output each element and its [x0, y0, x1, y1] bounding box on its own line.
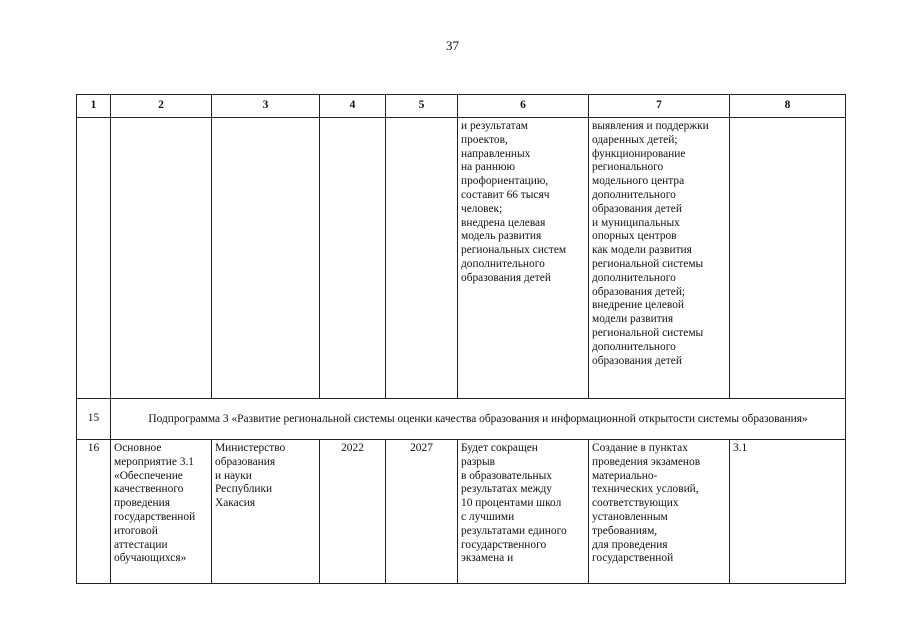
continued-cell-directions: выявления и поддержки одаренных детей; функционирование регионального модельного центра дополнительного образования детей и муниципальных опорных центров как модели развития региональной системы дополнительного образования детей; внедрение целевой модели развития региональной системы дополнительного образования детей [589, 118, 730, 399]
continued-cell-end [386, 118, 458, 399]
continued-cell-result: и результатам проектов, направленных на раннюю профориентацию, составит 66 тысяч человек; внедрена целевая модель развития региональных систем дополнительного образования детей [458, 118, 589, 399]
page-number: 37 [446, 38, 459, 53]
header-cell-7: 7 [589, 95, 730, 118]
header-cell-5: 5 [386, 95, 458, 118]
header-cell-3: 3 [212, 95, 320, 118]
row-16-start-year: 2022 [320, 440, 386, 584]
row-16-end-year: 2027 [386, 440, 458, 584]
header-cell-6: 6 [458, 95, 589, 118]
continued-cell-executor [212, 118, 320, 399]
document-table [76, 94, 846, 584]
continued-cell-start [320, 118, 386, 399]
row-16-indicators: 3.1 [730, 440, 846, 584]
row-16-number: 16 [77, 440, 111, 584]
continued-cell-indicators [730, 118, 846, 399]
header-cell-1: 1 [77, 95, 111, 118]
row-16-executor: Министерство образования и науки Республики Хакасия [212, 440, 320, 584]
row-16-event: Основное мероприятие 3.1 «Обеспечение качественного проведения государственной итоговой аттестации обучающихся» [111, 440, 212, 584]
header-cell-4: 4 [320, 95, 386, 118]
subprogram-3-title: Подпрограмма 3 «Развитие региональной системы оценки качества образования и информационной открытости системы образования» [111, 399, 846, 440]
table-row-15 [77, 399, 846, 440]
row-15-number: 15 [77, 399, 111, 440]
table-row-continued [77, 118, 846, 399]
header-cell-2: 2 [111, 95, 212, 118]
table-row-16 [77, 440, 846, 584]
continued-cell-event [111, 118, 212, 399]
row-16-result: Будет сокращен разрыв в образовательных результатах между 10 процентами школ с лучшими результатами единого государственного экзамена и [458, 440, 589, 584]
table-header-row [77, 95, 846, 118]
header-cell-8: 8 [730, 95, 846, 118]
continued-cell-num [77, 118, 111, 399]
row-16-directions: Создание в пунктах проведения экзаменов материально- технических условий, соответствующих установленным требованиям, для проведения государственной [589, 440, 730, 584]
